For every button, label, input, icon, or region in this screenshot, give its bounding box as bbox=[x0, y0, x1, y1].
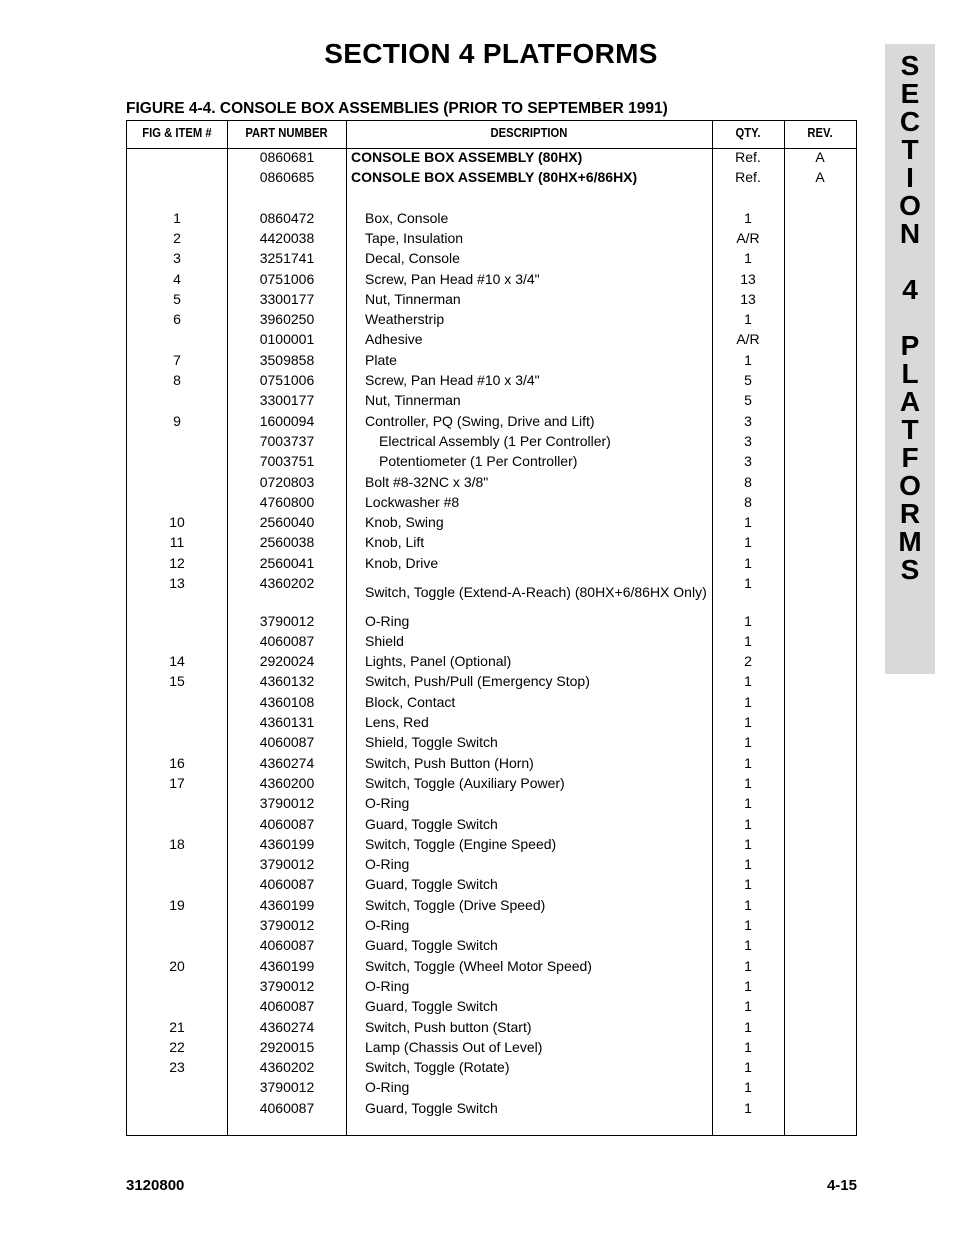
qty-cell: 5 bbox=[744, 372, 752, 388]
table-row bbox=[127, 370, 856, 390]
header-rev: REV. bbox=[807, 126, 833, 140]
qty-cell: 1 bbox=[744, 514, 752, 531]
section-title: SECTION 4 PLATFORMS bbox=[324, 38, 658, 69]
table-row bbox=[127, 834, 856, 854]
item-number-cell: 13 bbox=[169, 575, 185, 591]
part-number-cell: 0860472 bbox=[259, 209, 315, 226]
qty-cell: 1 bbox=[744, 612, 752, 629]
item-number-cell: 2 bbox=[173, 229, 181, 246]
part-number-cell: 4060087 bbox=[259, 734, 315, 751]
header-fig-item: FIG & ITEM # bbox=[142, 126, 212, 140]
description-cell: O-Ring bbox=[365, 612, 410, 629]
side-tab-letter: M bbox=[898, 526, 922, 557]
item-number-cell: 23 bbox=[169, 1059, 185, 1076]
description-cell: Knob, Lift bbox=[365, 534, 425, 551]
table-row bbox=[127, 289, 856, 309]
item-number-cell: 10 bbox=[169, 514, 185, 531]
qty-cell: 1 bbox=[744, 1079, 752, 1096]
description-cell: Nut, Tinnerman bbox=[365, 392, 461, 409]
part-number-cell: 4360132 bbox=[259, 673, 315, 690]
part-number-cell: 2560041 bbox=[259, 554, 315, 571]
qty-cell: 1 bbox=[744, 554, 752, 571]
item-number-cell: 19 bbox=[169, 896, 185, 913]
table-row bbox=[127, 208, 856, 228]
qty-cell: Ref. bbox=[735, 169, 761, 186]
side-tab-letter: 4 bbox=[902, 274, 918, 305]
table-row bbox=[127, 167, 856, 187]
qty-cell: A/R bbox=[736, 331, 760, 348]
table-row bbox=[127, 874, 856, 894]
description-cell: Guard, Toggle Switch bbox=[365, 937, 498, 954]
header-part-number: PART NUMBER bbox=[245, 126, 328, 140]
table-row bbox=[127, 451, 856, 471]
qty-cell: 1 bbox=[744, 575, 752, 591]
table-row bbox=[127, 573, 856, 600]
qty-cell: 1 bbox=[744, 856, 752, 873]
description-cell: Controller, PQ (Swing, Drive and Lift) bbox=[365, 412, 595, 429]
part-number-cell: 2920024 bbox=[259, 653, 315, 670]
side-tab-letter: S bbox=[900, 50, 920, 81]
part-number-cell: 4420038 bbox=[259, 229, 315, 246]
part-number-cell: 4360200 bbox=[259, 774, 315, 791]
part-number-cell: 3790012 bbox=[259, 612, 315, 629]
qty-cell: 13 bbox=[740, 290, 756, 307]
qty-cell: 1 bbox=[744, 917, 752, 933]
item-number-cell: 16 bbox=[169, 754, 185, 771]
qty-cell: 1 bbox=[744, 693, 752, 710]
qty-cell: 1 bbox=[744, 714, 752, 730]
description-cell: Shield, Toggle Switch bbox=[365, 734, 498, 751]
description-cell: Guard, Toggle Switch bbox=[365, 876, 498, 893]
table-row bbox=[127, 611, 856, 631]
description-cell: O-Ring bbox=[365, 856, 410, 873]
table-row bbox=[127, 1057, 856, 1077]
side-tab-letter: O bbox=[899, 470, 921, 501]
table-row bbox=[127, 553, 856, 573]
part-number-cell: 2560038 bbox=[259, 534, 315, 551]
description-cell: Switch, Toggle (Drive Speed) bbox=[365, 896, 546, 913]
table-row bbox=[127, 269, 856, 289]
table-row bbox=[127, 895, 856, 915]
table-row bbox=[127, 631, 856, 651]
part-number-cell: 3790012 bbox=[259, 977, 315, 994]
item-number-cell: 14 bbox=[169, 653, 185, 670]
qty-cell: 8 bbox=[744, 473, 752, 490]
rev-cell: A bbox=[815, 149, 825, 165]
part-number-cell: 4360131 bbox=[259, 714, 315, 730]
part-number-cell: 4060087 bbox=[259, 998, 315, 1015]
description-cell: Weatherstrip bbox=[365, 311, 445, 328]
table-row bbox=[127, 431, 856, 451]
part-number-cell: 4360108 bbox=[259, 693, 315, 710]
part-number-cell: 4760800 bbox=[259, 493, 315, 510]
item-number-cell: 7 bbox=[173, 351, 181, 368]
table-row bbox=[127, 147, 856, 167]
side-tab-letter: C bbox=[899, 106, 921, 137]
description-cell: Shield bbox=[365, 632, 404, 649]
table-row bbox=[127, 309, 856, 329]
rev-cell: A bbox=[815, 169, 825, 186]
qty-cell: 1 bbox=[744, 835, 752, 852]
description-cell: Switch, Toggle (Extend-A-Reach) (80HX+6/86HX Only) bbox=[365, 584, 707, 600]
qty-cell: 1 bbox=[744, 1038, 752, 1055]
side-tab-letter: P bbox=[900, 330, 920, 361]
description-cell: Knob, Swing bbox=[365, 514, 444, 531]
table-row bbox=[127, 512, 856, 532]
description-cell: Lamp (Chassis Out of Level) bbox=[365, 1038, 543, 1055]
description-cell: Adhesive bbox=[365, 331, 423, 348]
table-row bbox=[127, 390, 856, 410]
qty-cell: 1 bbox=[744, 1018, 752, 1035]
part-number-cell: 0860681 bbox=[259, 149, 315, 165]
table-row bbox=[127, 248, 856, 268]
description-cell: Switch, Push/Pull (Emergency Stop) bbox=[365, 673, 590, 690]
parts-table bbox=[126, 120, 857, 1136]
description-cell: O-Ring bbox=[365, 977, 410, 994]
item-number-cell: 21 bbox=[169, 1018, 185, 1035]
description-cell: Decal, Console bbox=[365, 250, 460, 267]
item-number-cell: 1 bbox=[173, 209, 181, 226]
part-number-cell: 3300177 bbox=[259, 392, 315, 409]
description-cell: Potentiometer (1 Per Controller) bbox=[379, 453, 578, 470]
part-number-cell: 4060087 bbox=[259, 876, 315, 893]
qty-cell: 1 bbox=[744, 774, 752, 791]
table-row bbox=[127, 1017, 856, 1037]
part-number-cell: 3960250 bbox=[259, 311, 315, 328]
qty-cell: 1 bbox=[744, 977, 752, 994]
side-tab-letter: T bbox=[901, 134, 919, 165]
qty-cell: 13 bbox=[740, 270, 756, 287]
part-number-cell: 3251741 bbox=[259, 250, 315, 267]
part-number-cell: 0751006 bbox=[259, 270, 315, 287]
table-row bbox=[127, 753, 856, 773]
item-number-cell: 18 bbox=[169, 835, 185, 852]
part-number-cell: 4360202 bbox=[259, 575, 315, 591]
part-number-cell: 4060087 bbox=[259, 632, 315, 649]
header-qty: QTY. bbox=[735, 126, 761, 140]
item-number-cell: 5 bbox=[173, 290, 181, 307]
description-cell: Screw, Pan Head #10 x 3/4" bbox=[365, 270, 540, 287]
qty-cell: 1 bbox=[744, 876, 752, 893]
part-number-cell: 0860685 bbox=[259, 169, 315, 186]
description-cell: Lens, Red bbox=[365, 714, 429, 730]
item-number-cell: 9 bbox=[173, 412, 181, 429]
description-cell: Block, Contact bbox=[365, 693, 456, 710]
table-row bbox=[127, 854, 856, 874]
description-cell: Bolt #8-32NC x 3/8" bbox=[365, 473, 489, 490]
qty-cell: 3 bbox=[744, 432, 752, 449]
qty-cell: 3 bbox=[744, 412, 752, 429]
description-cell: Switch, Push Button (Horn) bbox=[365, 754, 534, 771]
item-number-cell: 22 bbox=[169, 1038, 185, 1055]
table-row bbox=[127, 976, 856, 996]
item-number-cell: 15 bbox=[169, 673, 185, 690]
table-row bbox=[127, 773, 856, 793]
qty-cell: 1 bbox=[744, 734, 752, 751]
side-tab-letter: S bbox=[900, 554, 920, 585]
description-cell: Tape, Insulation bbox=[365, 229, 464, 246]
qty-cell: 2 bbox=[744, 653, 752, 670]
side-tab-letter: I bbox=[906, 162, 914, 193]
side-tab-letter: T bbox=[901, 414, 919, 445]
part-number-cell: 4360199 bbox=[259, 896, 315, 913]
description-cell: Lockwasher #8 bbox=[365, 493, 460, 510]
table-row bbox=[127, 472, 856, 492]
header-description: DESCRIPTION bbox=[490, 126, 568, 140]
description-cell: Switch, Toggle (Wheel Motor Speed) bbox=[365, 957, 592, 974]
document-number: 3120800 bbox=[126, 1177, 185, 1194]
table-row bbox=[127, 793, 856, 813]
table-row bbox=[127, 1037, 856, 1057]
description-cell: CONSOLE BOX ASSEMBLY (80HX) bbox=[351, 149, 583, 165]
part-number-cell: 4060087 bbox=[259, 937, 315, 954]
table-row bbox=[127, 814, 856, 834]
table-row bbox=[127, 1098, 856, 1118]
figure-title: FIGURE 4-4. CONSOLE BOX ASSEMBLIES (PRIOR TO SEPTEMBER 1991) bbox=[126, 100, 668, 117]
part-number-cell: 2920015 bbox=[259, 1038, 315, 1055]
side-tab-letter: L bbox=[901, 358, 919, 389]
description-cell: Switch, Toggle (Auxiliary Power) bbox=[365, 774, 565, 791]
description-cell: O-Ring bbox=[365, 917, 410, 933]
part-number-cell: 3790012 bbox=[259, 795, 315, 812]
table-row bbox=[127, 411, 856, 431]
qty-cell: 5 bbox=[744, 392, 752, 409]
item-number-cell: 3 bbox=[173, 250, 181, 267]
description-cell: Guard, Toggle Switch bbox=[365, 998, 498, 1015]
table-row bbox=[127, 915, 856, 935]
qty-cell: A/R bbox=[736, 229, 760, 246]
table-row bbox=[127, 350, 856, 370]
description-cell: Nut, Tinnerman bbox=[365, 290, 461, 307]
qty-cell: 3 bbox=[744, 453, 752, 470]
description-cell: CONSOLE BOX ASSEMBLY (80HX+6/86HX) bbox=[351, 169, 638, 186]
part-number-cell: 3790012 bbox=[259, 856, 315, 873]
table-row bbox=[127, 732, 856, 752]
table-row bbox=[127, 1077, 856, 1097]
table-row bbox=[127, 692, 856, 712]
qty-cell: 1 bbox=[744, 896, 752, 913]
table-row bbox=[127, 712, 856, 732]
description-cell: Guard, Toggle Switch bbox=[365, 1099, 498, 1116]
qty-cell: 1 bbox=[744, 957, 752, 974]
description-cell: Guard, Toggle Switch bbox=[365, 815, 498, 832]
item-number-cell: 6 bbox=[173, 311, 181, 328]
table-row bbox=[127, 329, 856, 349]
part-number-cell: 3790012 bbox=[259, 917, 315, 933]
qty-cell: Ref. bbox=[735, 149, 761, 165]
qty-cell: 1 bbox=[744, 534, 752, 551]
side-tab-letter: N bbox=[899, 218, 921, 249]
item-number-cell: 11 bbox=[169, 534, 185, 551]
qty-cell: 8 bbox=[744, 493, 752, 510]
qty-cell: 1 bbox=[744, 351, 752, 368]
part-number-cell: 3509858 bbox=[259, 351, 315, 368]
side-tab-letter: A bbox=[899, 386, 921, 417]
part-number-cell: 0100001 bbox=[259, 331, 315, 348]
page-number: 4-15 bbox=[826, 1177, 857, 1194]
qty-cell: 1 bbox=[744, 1099, 752, 1116]
qty-cell: 1 bbox=[744, 754, 752, 771]
part-number-cell: 4360199 bbox=[259, 835, 315, 852]
item-number-cell: 4 bbox=[173, 270, 181, 287]
table-row bbox=[127, 996, 856, 1016]
table-row bbox=[127, 492, 856, 512]
item-number-cell: 20 bbox=[169, 957, 185, 974]
table-row bbox=[127, 228, 856, 248]
description-cell: O-Ring bbox=[365, 1079, 410, 1096]
description-cell: Switch, Toggle (Rotate) bbox=[365, 1059, 510, 1076]
item-number-cell: 12 bbox=[169, 554, 185, 571]
qty-cell: 1 bbox=[744, 795, 752, 812]
side-tab-letter: F bbox=[901, 442, 919, 473]
item-number-cell: 8 bbox=[173, 372, 181, 388]
part-number-cell: 1600094 bbox=[259, 412, 315, 429]
part-number-cell: 0720803 bbox=[259, 473, 315, 490]
part-number-cell: 4360202 bbox=[259, 1059, 315, 1076]
description-cell: Box, Console bbox=[365, 209, 449, 226]
table-row bbox=[127, 935, 856, 955]
description-cell: Switch, Toggle (Engine Speed) bbox=[365, 835, 557, 852]
table-row bbox=[127, 956, 856, 976]
qty-cell: 1 bbox=[744, 998, 752, 1015]
description-cell: Lights, Panel (Optional) bbox=[365, 653, 512, 670]
qty-cell: 1 bbox=[744, 673, 752, 690]
part-number-cell: 7003751 bbox=[259, 453, 315, 470]
part-number-cell: 7003737 bbox=[259, 432, 315, 449]
part-number-cell: 4060087 bbox=[259, 815, 315, 832]
side-tab-letter: R bbox=[899, 498, 921, 529]
description-cell: Knob, Drive bbox=[365, 554, 439, 571]
qty-cell: 1 bbox=[744, 632, 752, 649]
description-cell: Switch, Push button (Start) bbox=[365, 1018, 532, 1035]
table-row bbox=[127, 532, 856, 552]
description-cell: O-Ring bbox=[365, 795, 410, 812]
part-number-cell: 3300177 bbox=[259, 290, 315, 307]
section-side-tab bbox=[885, 44, 935, 674]
qty-cell: 1 bbox=[744, 311, 752, 328]
table-row bbox=[127, 671, 856, 691]
part-number-cell: 4360274 bbox=[259, 754, 315, 771]
part-number-cell: 4360199 bbox=[259, 957, 315, 974]
side-tab-letter: O bbox=[899, 190, 921, 221]
qty-cell: 1 bbox=[744, 250, 752, 267]
description-cell: Plate bbox=[365, 351, 397, 368]
qty-cell: 1 bbox=[744, 1059, 752, 1076]
part-number-cell: 3790012 bbox=[259, 1079, 315, 1096]
qty-cell: 1 bbox=[744, 815, 752, 832]
part-number-cell: 4060087 bbox=[259, 1099, 315, 1116]
description-cell: Electrical Assembly (1 Per Controller) bbox=[379, 432, 611, 449]
part-number-cell: 2560040 bbox=[259, 514, 315, 531]
table-row bbox=[127, 651, 856, 671]
description-cell: Screw, Pan Head #10 x 3/4" bbox=[365, 372, 540, 388]
item-number-cell: 17 bbox=[169, 774, 185, 791]
part-number-cell: 4360274 bbox=[259, 1018, 315, 1035]
part-number-cell: 0751006 bbox=[259, 372, 315, 388]
qty-cell: 1 bbox=[744, 937, 752, 954]
side-tab-letter: E bbox=[900, 78, 920, 109]
qty-cell: 1 bbox=[744, 209, 752, 226]
